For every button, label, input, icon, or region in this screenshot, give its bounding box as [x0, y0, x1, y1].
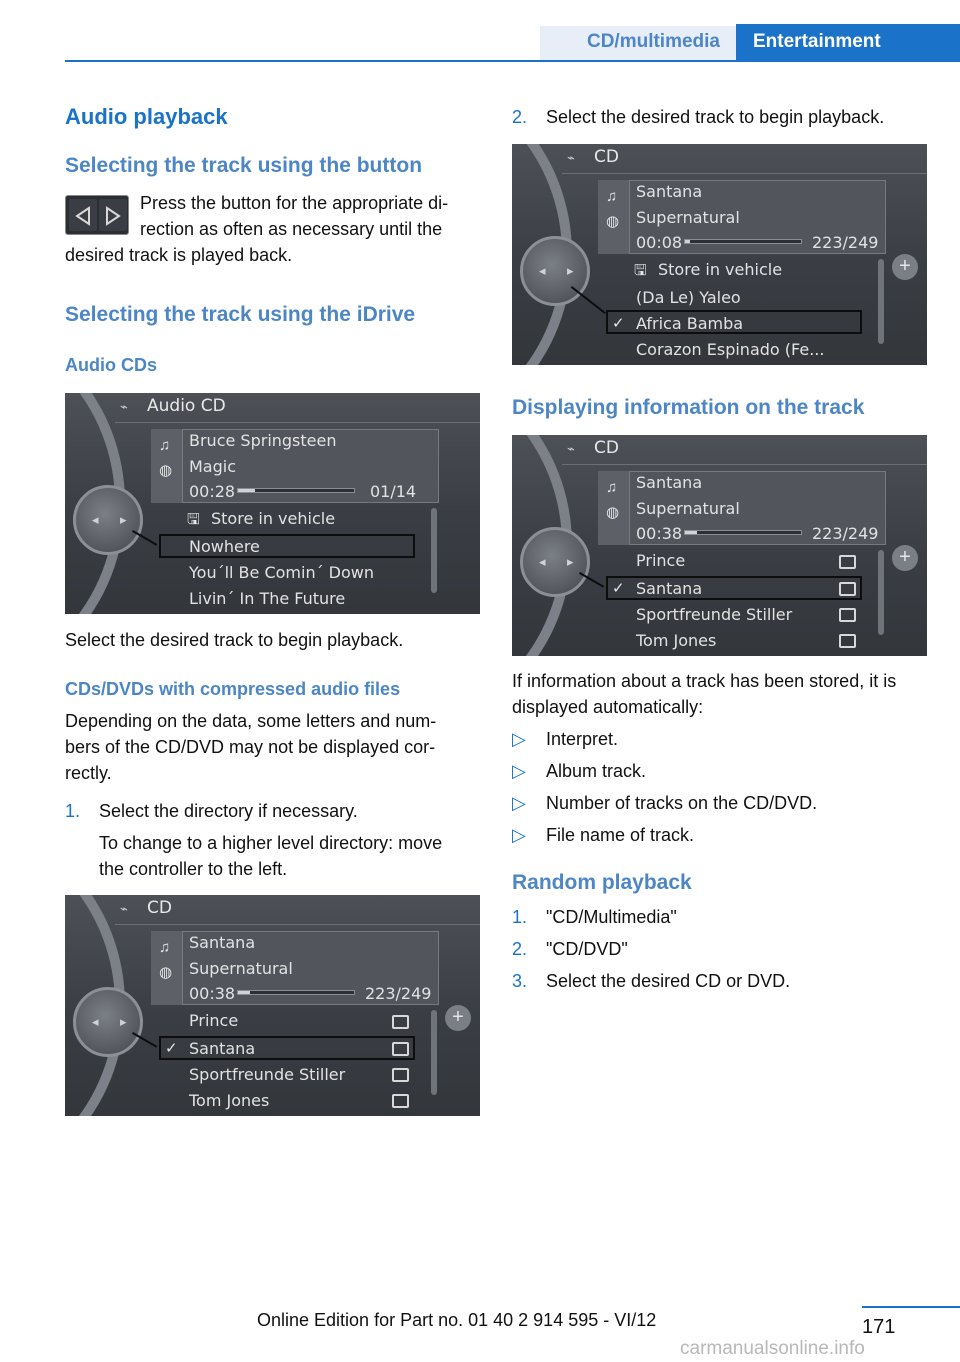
- random-step-number: 1.: [512, 907, 528, 927]
- list-item[interactable]: Santana: [636, 579, 703, 598]
- bullet-item: Album track.: [546, 761, 647, 781]
- folder-icon: [392, 1015, 409, 1029]
- time: 00:38: [189, 984, 236, 1003]
- page-number-rule: [862, 1306, 960, 1308]
- header-section: CD/multimedia: [540, 26, 736, 60]
- selection-frame: [606, 576, 862, 600]
- list-item[interactable]: Sportfreunde Stiller: [189, 1065, 346, 1084]
- heading-select-button: Selecting the track using the button: [65, 154, 423, 177]
- progress-bar: [237, 990, 355, 995]
- screen-title: Audio CD: [147, 396, 226, 416]
- list-item[interactable]: Corazon Espinado (Fe...: [636, 340, 825, 359]
- check-icon: ✓: [612, 580, 625, 597]
- time: 00:38: [636, 524, 683, 543]
- selection-frame: [159, 1036, 415, 1060]
- list-item[interactable]: Africa Bamba: [636, 314, 744, 333]
- plus-icon: +: [892, 254, 918, 280]
- controller-knob: ◂ ▸: [73, 485, 143, 555]
- scrollbar: [431, 1010, 437, 1095]
- screen-title: CD: [594, 147, 619, 167]
- list-item[interactable]: Nowhere: [189, 537, 260, 556]
- music-note-icon: ♫: [606, 188, 618, 205]
- random-step-number: 3.: [512, 971, 528, 991]
- header-chapter: Entertainment: [736, 24, 960, 62]
- folder-icon: [392, 1094, 409, 1108]
- progress-bar: [684, 530, 802, 535]
- plus-icon: +: [892, 545, 918, 571]
- heading-select-idrive: Selecting the track using the iDrive: [65, 303, 416, 326]
- step1-sub-2: the controller to the left.: [99, 859, 288, 879]
- scrollbar: [431, 508, 437, 593]
- step2-text: Select the desired track to begin playback.: [546, 107, 885, 127]
- folder-icon: [392, 1068, 409, 1082]
- album: Supernatural: [636, 208, 740, 227]
- music-note-icon: ♫: [606, 479, 618, 496]
- artist: Santana: [636, 182, 703, 201]
- controller-knob: ◂ ▸: [73, 987, 143, 1057]
- disc-icon: ◍: [606, 504, 620, 521]
- save-icon: 🖫: [187, 511, 200, 528]
- button-text-2: rection as often as necessary until the: [140, 219, 443, 239]
- list-item[interactable]: Sportfreunde Stiller: [636, 605, 793, 624]
- artist: Bruce Springsteen: [189, 431, 337, 450]
- disc-icon: ◍: [159, 964, 173, 981]
- skip-button-picture: [65, 195, 129, 235]
- page-number: 171: [862, 1316, 896, 1338]
- screen-title: CD: [594, 438, 619, 458]
- save-icon: 🖫: [634, 262, 647, 279]
- cd-icon: ⌁: [567, 150, 575, 165]
- album: Supernatural: [636, 499, 740, 518]
- album: Supernatural: [189, 959, 293, 978]
- step1-number: 1.: [65, 801, 81, 821]
- heading-display-info: Displaying information on the track: [512, 396, 865, 419]
- step1-text: Select the directory if necessary.: [99, 801, 358, 821]
- heading-audio-cds: Audio CDs: [65, 355, 157, 375]
- scrollbar: [878, 259, 884, 344]
- list-item[interactable]: Tom Jones: [636, 631, 717, 650]
- bullet-item: File name of track.: [546, 825, 695, 845]
- random-step-text: Select the desired CD or DVD.: [546, 971, 791, 991]
- plus-icon: +: [445, 1005, 471, 1031]
- selection-frame: [159, 534, 415, 558]
- cd-icon: ⌁: [567, 441, 575, 456]
- heading-compressed: CDs/DVDs with compressed audio files: [65, 679, 401, 699]
- watermark: carmanualsonline.info: [680, 1338, 865, 1359]
- selection-frame: [606, 310, 862, 334]
- list-item[interactable]: Prince: [636, 551, 686, 570]
- album: Magic: [189, 457, 237, 476]
- bullet-glyph: ▷: [512, 825, 526, 845]
- disc-icon: ◍: [159, 462, 173, 479]
- scrollbar: [878, 550, 884, 635]
- music-note-icon: ♫: [159, 437, 171, 454]
- bullet-item: Number of tracks on the CD/DVD.: [546, 793, 818, 813]
- progress-bar: [237, 488, 355, 493]
- skip-arrows-icon: [66, 196, 130, 236]
- step2-number: 2.: [512, 107, 528, 127]
- heading-audio-playback: Audio playback: [65, 104, 228, 129]
- check-icon: ✓: [165, 1040, 178, 1057]
- list-item[interactable]: Prince: [189, 1011, 239, 1030]
- button-text-3: desired track is played back.: [65, 245, 293, 265]
- depending-2: bers of the CD/DVD may not be displayed cor‐: [65, 737, 436, 757]
- list-item[interactable]: Livin´ In The Future: [189, 589, 346, 608]
- artist: Santana: [636, 473, 703, 492]
- bullet-glyph: ▷: [512, 761, 526, 781]
- bullet-item: Interpret.: [546, 729, 619, 749]
- button-text-1: Press the button for the appropriate di‐: [140, 193, 449, 213]
- time: 00:08: [636, 233, 683, 252]
- folder-icon: [839, 555, 856, 569]
- screen-title: CD: [147, 898, 172, 918]
- cd-icon: ⌁: [120, 399, 128, 414]
- store-in-vehicle[interactable]: Store in vehicle: [211, 509, 336, 528]
- depending-1: Depending on the data, some letters and num‐: [65, 711, 437, 731]
- screen-cd-folders-left: [65, 895, 480, 1116]
- folder-icon: [839, 608, 856, 622]
- disc-icon: ◍: [606, 213, 620, 230]
- list-item[interactable]: You´ll Be Comin´ Down: [189, 563, 375, 582]
- list-item[interactable]: (Da Le) Yaleo: [636, 288, 741, 307]
- controller-knob: ◂ ▸: [520, 236, 590, 306]
- track-count: 223/249: [812, 524, 879, 543]
- folder-icon: [839, 634, 856, 648]
- step1-sub-1: To change to a higher level directory: move: [99, 833, 443, 853]
- footer-edition: Online Edition for Part no. 01 40 2 914 595 - VI/12: [257, 1310, 657, 1330]
- track-count: 223/249: [812, 233, 879, 252]
- list-item[interactable]: Santana: [189, 1039, 256, 1058]
- track-count: 223/249: [365, 984, 432, 1003]
- progress-bar: [684, 239, 802, 244]
- time: 00:28: [189, 482, 236, 501]
- screen-audio-cd: [65, 393, 480, 614]
- cd-icon: ⌁: [120, 901, 128, 916]
- screen-cd-tracks: [512, 144, 927, 365]
- pointer-line: [571, 286, 606, 314]
- random-step-text: "CD/Multimedia": [546, 907, 677, 927]
- bullet-glyph: ▷: [512, 793, 526, 813]
- music-note-icon: ♫: [159, 939, 171, 956]
- screen-cd-folders-right: [512, 435, 927, 656]
- store-in-vehicle[interactable]: Store in vehicle: [658, 260, 783, 279]
- depending-3: rectly.: [65, 763, 112, 783]
- bullet-glyph: ▷: [512, 729, 526, 749]
- check-icon: ✓: [612, 315, 625, 332]
- info-text-1: If information about a track has been stored, it is: [512, 671, 897, 691]
- artist: Santana: [189, 933, 256, 952]
- heading-random: Random playback: [512, 871, 692, 894]
- header-rule: [65, 60, 960, 62]
- list-item[interactable]: Tom Jones: [189, 1091, 270, 1110]
- controller-knob: ◂ ▸: [520, 527, 590, 597]
- info-text-2: displayed automatically:: [512, 697, 704, 717]
- track-count: 01/14: [370, 482, 417, 501]
- random-step-text: "CD/DVD": [546, 939, 628, 959]
- select-text: Select the desired track to begin playback.: [65, 630, 404, 650]
- random-step-number: 2.: [512, 939, 528, 959]
